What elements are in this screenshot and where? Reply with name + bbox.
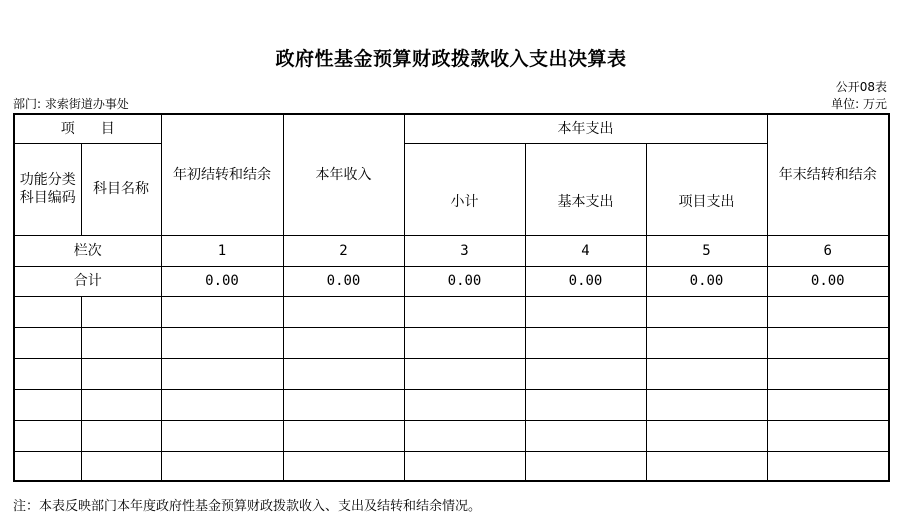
column-index: 2: [283, 235, 404, 266]
header-subtotal: 小计: [404, 143, 525, 235]
column-index: 1: [161, 235, 283, 266]
table-cell: [646, 296, 767, 327]
table-cell: [404, 451, 525, 481]
header-func-code-line1: 功能分类: [19, 172, 76, 188]
column-index: 5: [646, 235, 767, 266]
table-cell: [767, 451, 889, 481]
table-row: [14, 358, 889, 389]
table-cell: [404, 327, 525, 358]
total-value: 0.00: [404, 266, 525, 296]
header-basic-expense: 基本支出: [525, 143, 646, 235]
table-cell: [14, 327, 81, 358]
table-cell: [525, 420, 646, 451]
header-year-expense: 本年支出: [404, 114, 767, 143]
table-cell: [646, 389, 767, 420]
table-cell: [161, 389, 283, 420]
table-cell: [646, 420, 767, 451]
total-value: 0.00: [161, 266, 283, 296]
column-index: 4: [525, 235, 646, 266]
table-cell: [404, 296, 525, 327]
header-item: 项目: [14, 114, 161, 143]
table-cell: [14, 389, 81, 420]
header-end-balance: 年末结转和结余: [767, 114, 889, 235]
table-row: [14, 389, 889, 420]
total-value: 0.00: [283, 266, 404, 296]
table-cell: [646, 451, 767, 481]
table-cell: [525, 296, 646, 327]
header-subject-name: 科目名称: [81, 143, 161, 235]
table-cell: [81, 327, 161, 358]
table-cell: [404, 358, 525, 389]
table-cell: [525, 451, 646, 481]
header-func-code: [14, 143, 81, 235]
table-cell: [14, 296, 81, 327]
table-cell: [767, 327, 889, 358]
header-func-code-line2: 科目编码: [19, 190, 76, 206]
column-index: 3: [404, 235, 525, 266]
total-label: 合计: [14, 266, 161, 296]
table-cell: [81, 358, 161, 389]
table-cell: [767, 358, 889, 389]
table-cell: [283, 358, 404, 389]
table-cell: [81, 451, 161, 481]
table-row: [14, 296, 889, 327]
total-value: 0.00: [767, 266, 889, 296]
footnote: 注：本表反映部门本年度政府性基金预算财政拨款收入、支出及结转和结余情况。: [13, 499, 482, 514]
unit-label: 单位: 万元: [831, 97, 887, 111]
total-value: 0.00: [525, 266, 646, 296]
table-cell: [767, 420, 889, 451]
table-cell: [161, 358, 283, 389]
table-cell: [161, 327, 283, 358]
table-cell: [767, 296, 889, 327]
table-cell: [404, 420, 525, 451]
column-index: 6: [767, 235, 889, 266]
form-number: 公开08表: [835, 80, 887, 94]
budget-table: [13, 113, 890, 482]
table-cell: [283, 296, 404, 327]
page-title: 政府性基金预算财政拨款收入支出决算表: [275, 48, 627, 70]
table-cell: [81, 296, 161, 327]
table-cell: [161, 296, 283, 327]
header-year-income: 本年收入: [283, 114, 404, 235]
department-label: 部门: 求索街道办事处: [13, 97, 129, 111]
table-cell: [767, 389, 889, 420]
table-cell: [161, 420, 283, 451]
table-cell: [14, 358, 81, 389]
table-cell: [14, 451, 81, 481]
header-project-expense: 项目支出: [646, 143, 767, 235]
table-cell: [283, 451, 404, 481]
table-row: [14, 327, 889, 358]
table-cell: [283, 420, 404, 451]
table-cell: [646, 358, 767, 389]
table-cell: [283, 327, 404, 358]
table-cell: [525, 327, 646, 358]
table-row: [14, 420, 889, 451]
header-begin-balance: 年初结转和结余: [161, 114, 283, 235]
table-cell: [81, 389, 161, 420]
table-cell: [283, 389, 404, 420]
table-cell: [161, 451, 283, 481]
table-cell: [646, 327, 767, 358]
table-cell: [81, 420, 161, 451]
column-index-label: 栏次: [14, 235, 161, 266]
table-cell: [404, 389, 525, 420]
table-cell: [14, 420, 81, 451]
table-row: [14, 451, 889, 481]
table-cell: [525, 358, 646, 389]
total-value: 0.00: [646, 266, 767, 296]
table-cell: [525, 389, 646, 420]
